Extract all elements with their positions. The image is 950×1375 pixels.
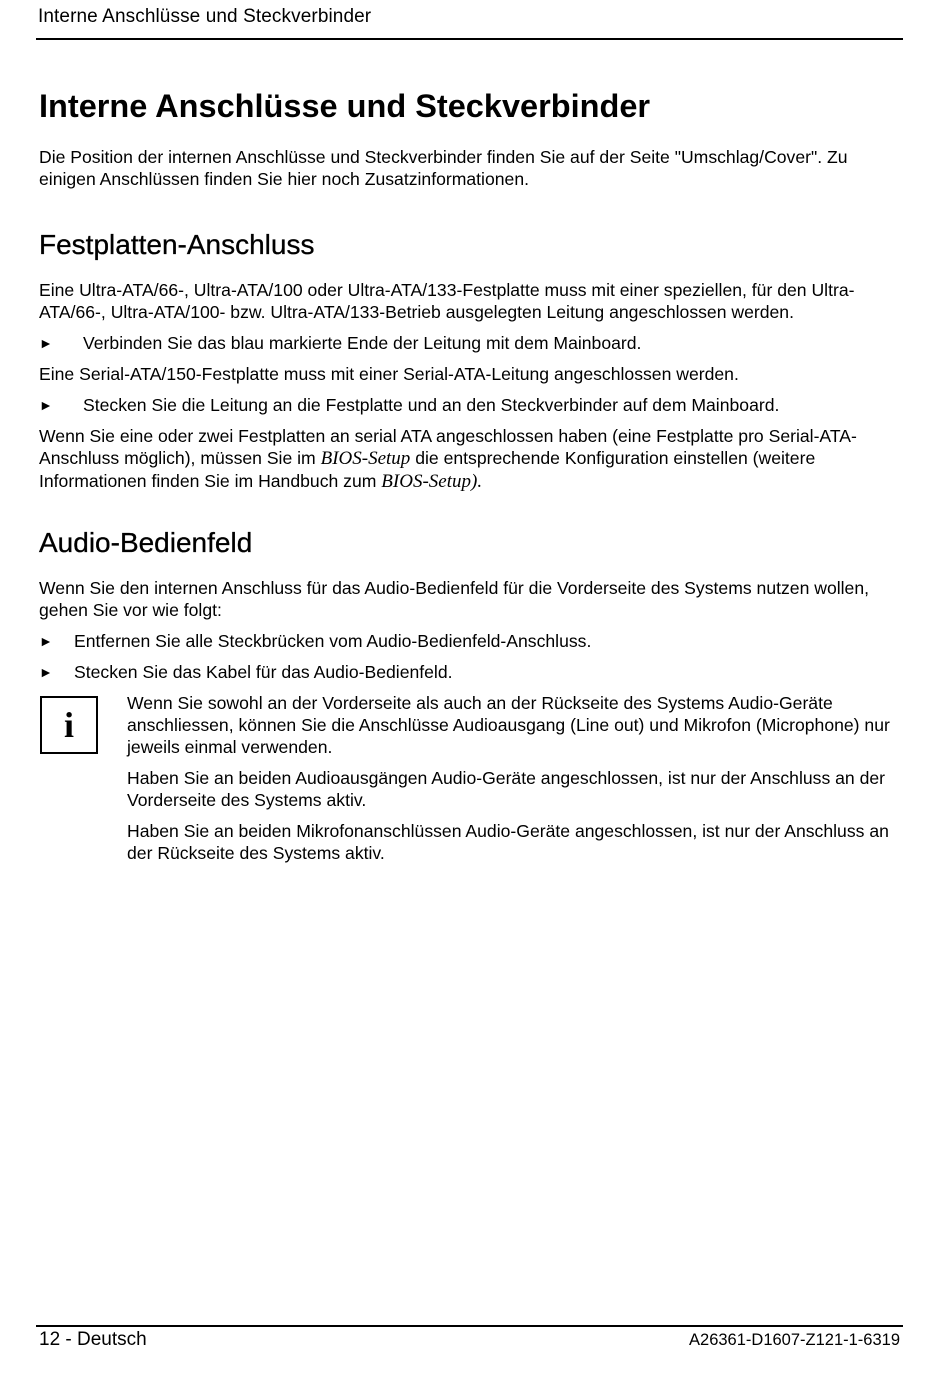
bullet-text: Entfernen Sie alle Steckbrücken vom Audio-Bedienfeld-Anschluss. bbox=[74, 631, 592, 651]
bullet-item bbox=[39, 332, 904, 354]
footer-rule bbox=[36, 1325, 903, 1327]
festplatten-paragraph-2: Eine Serial-ATA/150-Festplatte muss mit einer Serial-ATA-Leitung angeschlossen werden. bbox=[39, 364, 739, 384]
bullet-text: Stecken Sie das Kabel für das Audio-Bedienfeld. bbox=[74, 662, 453, 682]
note-paragraph-1: Wenn Sie sowohl an der Vorderseite als auch an der Rückseite des Systems Audio-Geräte anschliessen, können Sie die Anschlüsse Audioausgang (Line out) und Mikrofon (Microphone) nur jeweils einmal verwenden. bbox=[127, 693, 890, 757]
running-header: Interne Anschlüsse und Steckverbinder bbox=[38, 6, 372, 27]
text-run: die entsprechende Konfiguration einstellen (weitere Informationen finden Sie im Handbuch zum bbox=[39, 448, 816, 491]
bullet-item bbox=[39, 630, 904, 652]
text-run: ). bbox=[471, 471, 483, 492]
bullet-arrow-icon: ► bbox=[39, 633, 53, 649]
bios-setup-reference: BIOS-Setup bbox=[381, 471, 471, 492]
section-heading-audio: Audio-Bedienfeld bbox=[39, 527, 253, 558]
note-paragraph-3: Haben Sie an beiden Mikrofonanschlüssen Audio-Geräte angeschlossen, ist nur der Anschluss an der Rückseite des Systems aktiv. bbox=[127, 821, 889, 863]
bullet-text: Verbinden Sie das blau markierte Ende der Leitung mit dem Mainboard. bbox=[83, 333, 642, 353]
note-paragraph-2: Haben Sie an beiden Audioausgängen Audio-Geräte angeschlossen, ist nur der Anschluss an der Vorderseite des Systems aktiv. bbox=[127, 768, 886, 810]
bullet-item bbox=[39, 394, 904, 416]
bullet-item bbox=[39, 661, 904, 683]
info-note bbox=[39, 692, 904, 864]
info-icon: i bbox=[40, 696, 98, 754]
document-id: A26361-D1607-Z121-1-6319 bbox=[689, 1331, 900, 1349]
festplatten-paragraph-3 bbox=[39, 425, 904, 493]
intro-paragraph: Die Position der internen Anschlüsse und Steckverbinder finden Sie auf der Seite "Umschlag/Cover". Zu einigen Anschlüssen finden Sie hier noch Zusatzinformationen. bbox=[39, 147, 848, 189]
page-content bbox=[39, 84, 904, 864]
bullet-arrow-icon: ► bbox=[39, 664, 53, 680]
section-heading-festplatten: Festplatten-Anschluss bbox=[39, 229, 315, 260]
bullet-text: Stecken Sie die Leitung an die Festplatte und an den Steckverbinder auf dem Mainboard. bbox=[83, 395, 780, 415]
bullet-arrow-icon: ► bbox=[39, 335, 53, 351]
page-title: Interne Anschlüsse und Steckverbinder bbox=[39, 88, 651, 124]
page-number: 12 - Deutsch bbox=[39, 1329, 147, 1350]
header-rule bbox=[36, 38, 903, 40]
text-run: Wenn Sie eine oder zwei Festplatten an serial ATA angeschlossen haben (eine Festplatte pro Serial-ATA-Anschluss möglich), müssen Sie im bbox=[39, 426, 857, 468]
bios-setup-reference: BIOS-Setup bbox=[320, 448, 411, 469]
audio-paragraph-1: Wenn Sie den internen Anschluss für das Audio-Bedienfeld für die Vorderseite des Systems nutzen wollen, gehen Sie vor wie folgt: bbox=[39, 578, 870, 620]
festplatten-paragraph-1: Eine Ultra-ATA/66-, Ultra-ATA/100 oder Ultra-ATA/133-Festplatte muss mit einer speziellen, für den Ultra-ATA/66-, Ultra-ATA/100- bzw. Ultra-ATA/133-Betrieb ausgelegten Leitung angeschlossen werden. bbox=[39, 280, 855, 322]
bullet-arrow-icon: ► bbox=[39, 397, 53, 413]
